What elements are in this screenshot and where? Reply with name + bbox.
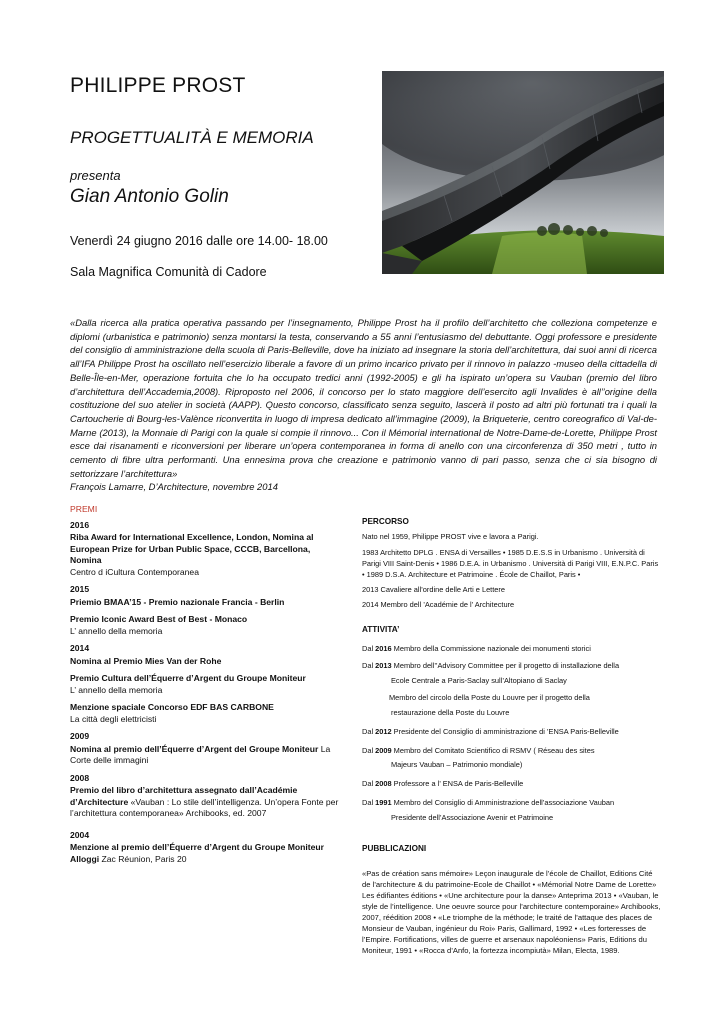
attivita-heading: ATTIVITA’ <box>362 625 400 634</box>
cv-right-column <box>362 516 662 956</box>
percorso-line: Nato nel 1959, Philippe PROST vive e lavora a Parigi. <box>362 532 539 541</box>
event-subtitle: PROGETTUALITÀ E MEMORIA <box>70 128 314 147</box>
premi-entry: Nomina al Premio Mies Van der Rohe <box>70 655 222 666</box>
quote-attribution: François Lamarre, D’Architecture, novembre 2014 <box>70 481 278 493</box>
page-title: PHILIPPE PROST <box>70 74 246 97</box>
premi-entry: Priemio BMAA’15 - Premio nazionale Francia - Berlin <box>70 596 285 607</box>
event-venue: Sala Magnifica Comunità di Cadore <box>70 265 267 279</box>
percorso-line: 2014 Membro dell ’Académie de l’ Architecture <box>362 600 515 609</box>
press-quote <box>70 316 657 494</box>
pubblicazioni-text: «Pas de création sans mémoire» Leçon inaugurale de l’école de Chaillot, Editions Cité de l’architecture & du patrimoine-Ecole de Chaillot • «Mémorial Notre Dame de Lorette» Les édifiantes éditions • «Une architecture pour la danse» Anteprima 2013 • «Vauban, le style de l’intelligence. Une oeuvre source pour l’architecture contemporaine» Archibooks, 2007, réédition 2008 • «Le triomphe de la méthode; le traité de l’attaque des places de Monsieur de Vauban, ingénieur du Roi» Paris, Gallimard, 1992 • «Les forteresses de l’Empire. Fortifications, villes de guerre et arsenaux napoléoniens» Paris, Editions du Moniteur, 1991 • «Rocca d’Anfo, la fortezza incompiutà» Milan, Electa, 1989. <box>362 869 661 955</box>
presenta-label: presenta <box>70 168 121 183</box>
attivita-item: Dal 2016 Membro della Commissione nazionale dei monumenti storici <box>362 644 591 653</box>
premi-entry: Premio Iconic Award Best of Best - Monaco L’ annello della memoria <box>70 614 248 636</box>
percorso-line: 1983 Architetto DPLG . ENSA di Versailles • 1985 D.E.S.S in Urbanismo . Università di Parigi VIII Saint-Denis • 1986 D.E.A. in Urbanismo . Università di Parigi VIII, E.N.P.C. Paris • 1989 D.S.A. Architecture et Patrimoine . École de Chaillot, Paris • <box>362 548 659 579</box>
premi-year: 2004 <box>70 829 90 840</box>
premi-year: 2008 <box>70 772 90 783</box>
premi-entry: Nomina al premio dell’Équerre d’Argent del Groupe Moniteur La Corte delle immagini <box>70 743 331 765</box>
premi-entry: Premio del libro d’architettura assegnato dall’Académie d’Architecture «Vauban : Lo stile dell’intelligenza. Un’opera Fonte per l’architettura contemporanea» Archibooks, ed. 2007 <box>70 785 339 818</box>
premi-year: 2014 <box>70 643 90 653</box>
attivita-item: Membro del circolo della Poste du Louvre per il progetto della restaurazione della Poste du Louvre <box>389 693 590 717</box>
premi-heading: PREMI <box>70 504 98 514</box>
attivita-item: Dal 2008 Professore a l’ ENSA de Paris-Belleville <box>362 779 524 788</box>
quote-text: «Dalla ricerca alla pratica operativa passando per l’insegnamento, Philippe Prost ha il profilo dell’architetto che colleziona competenze e diplomi (urbanistica e patrimonio) senza montarsi la testa, conservando a 55 anni l’entusiasmo del debuttante. Oggi professore e presidente del consiglio di amministrazione della scuola di Paris-Belleville, dove ha iniziato ad insegnare la storia dell’architettura, dai suoi anni di ricerca all’IFA Philippe Prost ha oscillato nell’esercizio liberale a favore di un primo incarico privato per il rinnovo in palazzo -museo della cittadella di Belle-Île-en-Mer, operazione fortuita che lo ha occupato tredici anni (1992-2005) e gli ha ispirato un’opera su Vauban (premio del libro d’architettura dell’Accademia,2008). Riproposto nel 2006, il concorso per lo stato maggiore dell’esercito agli Invalides è all’’origine della costituzione del suo atelier in società (AAPP). Questo concorso, classificato senza seguito, lascerà il posto ad altri più fortunati tra i quali la Cartoucherie di Bourg-les-Valènce riconvertita in luogo di impresa dedicato all’immagine (2009), la Briqueterie, centro coreografico di Val-de-Marne (2013), la Monnaie di Parigi con la quale si compie il rinnovo... Con il Mémorial international de Notre-Dame-de-Lorette, Philippe Prost esce dai risanamenti e riconversioni per liberare un’opera contemporanea in forma di anello con una circonferenza di 350 metri , tutto in cemento di fibre ultra performanti. Una ennesima prova che creazione e patrimonio vanno di pari passo, senza che ci sia bisogno di settorizzare l’architettura» <box>70 317 657 479</box>
presenter-name: Gian Antonio Golin <box>70 186 229 207</box>
attivita-item: Dal 2012 Presidente del Consiglio di amministrazione di ’ENSA Paris-Belleville <box>362 727 619 736</box>
pubblicazioni-heading: PUBBLICAZIONI <box>362 844 427 853</box>
attivita-item: Dal 1991 Membro del Consiglio di Amministrazione dell’associazione Vauban Presidente dell’Associazione Avenir et Patrimoine <box>362 798 615 822</box>
premi-entry: Premio Cultura dell’Équerre d’Argent du Groupe Moniteur L’ annello della memoria <box>70 673 306 695</box>
premi-year: 2009 <box>70 731 90 741</box>
premi-entry: Menzione al premio dell’Équerre d’Argent du Groupe Moniteur Alloggi Zac Réunion, Paris 20 <box>70 842 325 864</box>
attivita-item: Dal 2013 Membro dell’’Advisory Committee per il progetto di installazione della Ecole Centrale a Paris-Saclay sull’Altopiano di Saclay <box>362 661 620 685</box>
event-datetime: Venerdì 24 giugno 2016 dalle ore 14.00- 18.00 <box>70 234 328 248</box>
premi-year: 2016 <box>70 519 90 530</box>
premi-year: 2015 <box>70 584 90 594</box>
premi-entry: Menzione spaciale Concorso EDF BAS CARBONE La città degli elettricisti <box>70 702 274 724</box>
attivita-item: Dal 2009 Membro del Comitato Scientifico di RSMV ( Réseau des sites Majeurs Vauban – Patrimonio mondiale) <box>362 746 595 769</box>
memorial-ring-photo <box>382 71 664 274</box>
premi-section <box>70 504 342 871</box>
percorso-heading: PERCORSO <box>362 517 409 526</box>
percorso-line: 2013 Cavaliere all’ordine delle Arti e Lettere <box>362 585 505 594</box>
premi-entry: Riba Award for International Excellence, London, Nomina al European Prize for Urban Public Space, CCCB, Barcellona, Nomina Centro d iCultura Contemporanea <box>70 532 314 577</box>
